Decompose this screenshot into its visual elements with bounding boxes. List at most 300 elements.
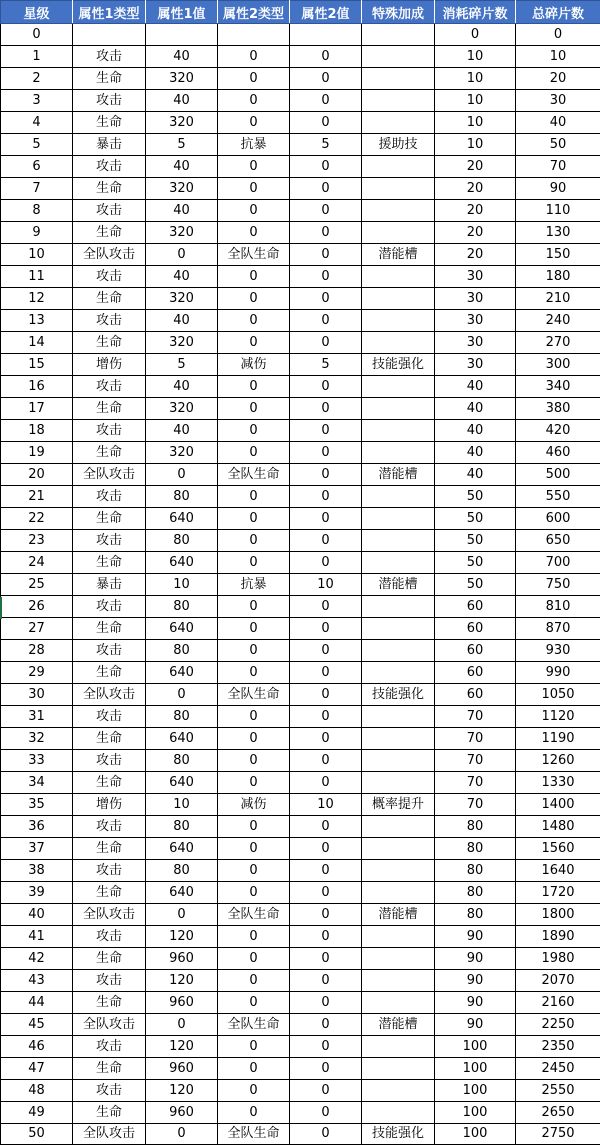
cell-fragment-cost[interactable]: 70 [435, 772, 516, 794]
cell-attr1-value[interactable]: 640 [146, 838, 218, 860]
cell-attr2-value[interactable]: 0 [290, 750, 362, 772]
cell-special-bonus[interactable] [362, 728, 435, 750]
cell-star-level[interactable]: 27 [1, 618, 73, 640]
cell-fragment-total[interactable]: 2350 [516, 1036, 600, 1058]
cell-attr1-type[interactable]: 攻击 [73, 750, 146, 772]
cell-star-level[interactable]: 39 [1, 882, 73, 904]
cell-attr1-type[interactable]: 生命 [73, 332, 146, 354]
cell-special-bonus[interactable] [362, 310, 435, 332]
cell-attr2-value[interactable]: 0 [290, 970, 362, 992]
cell-attr1-type[interactable]: 生命 [73, 112, 146, 134]
cell-special-bonus[interactable] [362, 970, 435, 992]
cell-attr2-type[interactable]: 0 [218, 310, 290, 332]
cell-star-level[interactable]: 45 [1, 1014, 73, 1036]
cell-star-level[interactable]: 34 [1, 772, 73, 794]
cell-attr1-type[interactable]: 攻击 [73, 640, 146, 662]
cell-attr2-value[interactable]: 0 [290, 464, 362, 486]
cell-fragment-total[interactable]: 810 [516, 596, 600, 618]
cell-attr2-type[interactable]: 减伤 [218, 354, 290, 376]
cell-attr2-value[interactable]: 0 [290, 992, 362, 1014]
cell-attr2-value[interactable]: 0 [290, 728, 362, 750]
cell-star-level[interactable]: 43 [1, 970, 73, 992]
cell-star-level[interactable]: 0 [1, 24, 73, 46]
cell-special-bonus[interactable] [362, 838, 435, 860]
cell-attr2-type[interactable]: 0 [218, 420, 290, 442]
cell-fragment-total[interactable]: 990 [516, 662, 600, 684]
cell-star-level[interactable]: 8 [1, 200, 73, 222]
cell-attr2-type[interactable] [218, 24, 290, 46]
cell-fragment-total[interactable]: 380 [516, 398, 600, 420]
cell-attr2-value[interactable]: 0 [290, 442, 362, 464]
cell-attr2-value[interactable]: 0 [290, 706, 362, 728]
cell-attr1-value[interactable]: 960 [146, 992, 218, 1014]
cell-attr2-value[interactable]: 0 [290, 46, 362, 68]
cell-attr2-value[interactable]: 5 [290, 134, 362, 156]
cell-fragment-cost[interactable]: 40 [435, 398, 516, 420]
cell-attr2-type[interactable]: 0 [218, 200, 290, 222]
cell-fragment-total[interactable]: 20 [516, 68, 600, 90]
cell-fragment-total[interactable]: 550 [516, 486, 600, 508]
cell-special-bonus[interactable] [362, 24, 435, 46]
cell-attr2-value[interactable]: 0 [290, 68, 362, 90]
cell-attr1-type[interactable]: 攻击 [73, 1036, 146, 1058]
cell-attr2-type[interactable]: 0 [218, 618, 290, 640]
cell-fragment-total[interactable]: 1190 [516, 728, 600, 750]
cell-attr1-type[interactable]: 攻击 [73, 926, 146, 948]
cell-attr2-type[interactable]: 0 [218, 442, 290, 464]
cell-attr2-type[interactable]: 0 [218, 750, 290, 772]
cell-attr2-type[interactable]: 0 [218, 706, 290, 728]
cell-fragment-total[interactable]: 110 [516, 200, 600, 222]
cell-attr1-value[interactable]: 120 [146, 926, 218, 948]
cell-special-bonus[interactable] [362, 750, 435, 772]
cell-attr2-value[interactable]: 0 [290, 882, 362, 904]
cell-attr2-value[interactable]: 0 [290, 1102, 362, 1124]
cell-star-level[interactable]: 17 [1, 398, 73, 420]
cell-fragment-cost[interactable]: 40 [435, 376, 516, 398]
cell-fragment-cost[interactable]: 80 [435, 816, 516, 838]
cell-attr1-value[interactable]: 640 [146, 772, 218, 794]
cell-attr2-type[interactable]: 0 [218, 1058, 290, 1080]
cell-star-level[interactable]: 1 [1, 46, 73, 68]
cell-special-bonus[interactable] [362, 1058, 435, 1080]
cell-attr2-type[interactable]: 0 [218, 838, 290, 860]
cell-special-bonus[interactable] [362, 772, 435, 794]
cell-special-bonus[interactable] [362, 706, 435, 728]
cell-attr1-type[interactable]: 全队攻击 [73, 1124, 146, 1145]
cell-attr2-type[interactable]: 0 [218, 662, 290, 684]
cell-attr1-type[interactable]: 攻击 [73, 1080, 146, 1102]
cell-fragment-cost[interactable]: 60 [435, 640, 516, 662]
cell-attr1-type[interactable]: 攻击 [73, 706, 146, 728]
cell-fragment-cost[interactable]: 90 [435, 926, 516, 948]
cell-star-level[interactable]: 14 [1, 332, 73, 354]
cell-fragment-cost[interactable]: 20 [435, 178, 516, 200]
cell-star-level[interactable]: 48 [1, 1080, 73, 1102]
cell-fragment-cost[interactable]: 20 [435, 222, 516, 244]
cell-fragment-cost[interactable]: 50 [435, 486, 516, 508]
cell-attr2-type[interactable]: 0 [218, 266, 290, 288]
cell-fragment-cost[interactable]: 100 [435, 1124, 516, 1145]
cell-star-level[interactable]: 10 [1, 244, 73, 266]
cell-attr1-type[interactable]: 生命 [73, 662, 146, 684]
cell-fragment-total[interactable]: 2160 [516, 992, 600, 1014]
cell-attr2-value[interactable]: 0 [290, 112, 362, 134]
cell-attr1-value[interactable]: 0 [146, 1124, 218, 1145]
cell-attr1-value[interactable]: 80 [146, 640, 218, 662]
cell-attr1-type[interactable]: 攻击 [73, 310, 146, 332]
cell-fragment-cost[interactable]: 100 [435, 1058, 516, 1080]
cell-fragment-total[interactable]: 2650 [516, 1102, 600, 1124]
cell-attr2-value[interactable]: 0 [290, 222, 362, 244]
cell-attr1-type[interactable]: 生命 [73, 442, 146, 464]
cell-fragment-cost[interactable]: 40 [435, 442, 516, 464]
cell-star-level[interactable]: 42 [1, 948, 73, 970]
cell-attr2-value[interactable]: 0 [290, 926, 362, 948]
cell-star-level[interactable]: 36 [1, 816, 73, 838]
cell-attr1-value[interactable] [146, 24, 218, 46]
cell-fragment-total[interactable]: 750 [516, 574, 600, 596]
cell-attr2-value[interactable]: 0 [290, 684, 362, 706]
cell-fragment-cost[interactable]: 70 [435, 794, 516, 816]
cell-attr2-type[interactable]: 0 [218, 68, 290, 90]
cell-special-bonus[interactable] [362, 442, 435, 464]
cell-attr1-value[interactable]: 960 [146, 948, 218, 970]
cell-attr2-value[interactable]: 0 [290, 1080, 362, 1102]
cell-attr2-type[interactable]: 0 [218, 222, 290, 244]
cell-special-bonus[interactable] [362, 420, 435, 442]
cell-attr1-type[interactable]: 生命 [73, 508, 146, 530]
cell-attr1-type[interactable]: 生命 [73, 68, 146, 90]
cell-special-bonus[interactable] [362, 816, 435, 838]
cell-star-level[interactable]: 4 [1, 112, 73, 134]
cell-attr1-value[interactable]: 120 [146, 1036, 218, 1058]
cell-special-bonus[interactable]: 技能强化 [362, 354, 435, 376]
cell-fragment-total[interactable]: 1400 [516, 794, 600, 816]
cell-fragment-total[interactable]: 40 [516, 112, 600, 134]
cell-special-bonus[interactable]: 潜能槽 [362, 574, 435, 596]
cell-attr2-value[interactable]: 0 [290, 552, 362, 574]
cell-attr2-type[interactable]: 0 [218, 992, 290, 1014]
cell-fragment-total[interactable]: 1640 [516, 860, 600, 882]
cell-special-bonus[interactable]: 援助技 [362, 134, 435, 156]
cell-attr2-value[interactable]: 0 [290, 244, 362, 266]
cell-attr1-type[interactable]: 生命 [73, 552, 146, 574]
cell-fragment-total[interactable]: 130 [516, 222, 600, 244]
cell-fragment-total[interactable]: 1120 [516, 706, 600, 728]
cell-attr1-value[interactable]: 0 [146, 1014, 218, 1036]
cell-fragment-total[interactable]: 500 [516, 464, 600, 486]
cell-attr1-type[interactable]: 生命 [73, 1102, 146, 1124]
cell-fragment-total[interactable]: 1800 [516, 904, 600, 926]
cell-attr1-value[interactable]: 80 [146, 816, 218, 838]
cell-attr1-value[interactable]: 640 [146, 728, 218, 750]
cell-star-level[interactable]: 46 [1, 1036, 73, 1058]
cell-attr2-value[interactable]: 0 [290, 904, 362, 926]
cell-attr2-value[interactable]: 0 [290, 200, 362, 222]
cell-special-bonus[interactable] [362, 332, 435, 354]
cell-attr1-value[interactable]: 40 [146, 420, 218, 442]
cell-special-bonus[interactable]: 潜能槽 [362, 904, 435, 926]
cell-attr1-value[interactable]: 80 [146, 706, 218, 728]
cell-attr2-type[interactable]: 全队生命 [218, 1124, 290, 1145]
cell-fragment-cost[interactable]: 50 [435, 508, 516, 530]
cell-attr1-value[interactable]: 640 [146, 882, 218, 904]
cell-fragment-total[interactable]: 870 [516, 618, 600, 640]
cell-attr1-value[interactable]: 320 [146, 222, 218, 244]
cell-special-bonus[interactable] [362, 530, 435, 552]
cell-attr1-type[interactable]: 生命 [73, 992, 146, 1014]
cell-fragment-cost[interactable]: 50 [435, 574, 516, 596]
cell-attr2-value[interactable]: 5 [290, 354, 362, 376]
cell-fragment-cost[interactable]: 80 [435, 838, 516, 860]
cell-special-bonus[interactable] [362, 552, 435, 574]
cell-fragment-cost[interactable]: 10 [435, 46, 516, 68]
cell-attr1-value[interactable]: 320 [146, 332, 218, 354]
cell-special-bonus[interactable] [362, 222, 435, 244]
cell-fragment-cost[interactable]: 20 [435, 200, 516, 222]
cell-fragment-total[interactable]: 2070 [516, 970, 600, 992]
cell-fragment-cost[interactable]: 50 [435, 552, 516, 574]
cell-fragment-total[interactable]: 930 [516, 640, 600, 662]
cell-special-bonus[interactable]: 技能强化 [362, 684, 435, 706]
cell-special-bonus[interactable] [362, 288, 435, 310]
cell-fragment-cost[interactable]: 50 [435, 530, 516, 552]
cell-attr2-type[interactable]: 0 [218, 530, 290, 552]
cell-attr2-value[interactable]: 0 [290, 310, 362, 332]
cell-attr1-value[interactable]: 960 [146, 1058, 218, 1080]
cell-attr1-value[interactable]: 40 [146, 46, 218, 68]
cell-attr2-value[interactable]: 0 [290, 1058, 362, 1080]
cell-special-bonus[interactable]: 潜能槽 [362, 1014, 435, 1036]
cell-star-level[interactable]: 7 [1, 178, 73, 200]
cell-attr2-value[interactable] [290, 24, 362, 46]
cell-attr1-type[interactable]: 生命 [73, 178, 146, 200]
cell-attr1-value[interactable]: 320 [146, 112, 218, 134]
cell-fragment-cost[interactable]: 10 [435, 68, 516, 90]
cell-fragment-total[interactable]: 600 [516, 508, 600, 530]
cell-attr1-type[interactable]: 生命 [73, 288, 146, 310]
cell-fragment-cost[interactable]: 80 [435, 904, 516, 926]
cell-star-level[interactable]: 25 [1, 574, 73, 596]
cell-attr2-value[interactable]: 0 [290, 420, 362, 442]
cell-attr1-value[interactable]: 10 [146, 794, 218, 816]
cell-attr1-value[interactable]: 0 [146, 684, 218, 706]
cell-attr1-type[interactable]: 生命 [73, 772, 146, 794]
cell-attr1-type[interactable]: 生命 [73, 948, 146, 970]
cell-attr2-type[interactable]: 0 [218, 860, 290, 882]
cell-special-bonus[interactable] [362, 46, 435, 68]
cell-attr1-type[interactable]: 攻击 [73, 376, 146, 398]
cell-attr1-type[interactable]: 全队攻击 [73, 464, 146, 486]
cell-fragment-cost[interactable]: 80 [435, 860, 516, 882]
header-star-level[interactable]: 星级 [1, 1, 73, 24]
cell-attr1-value[interactable]: 120 [146, 970, 218, 992]
cell-attr1-type[interactable]: 生命 [73, 222, 146, 244]
cell-attr2-value[interactable]: 0 [290, 838, 362, 860]
cell-fragment-cost[interactable]: 10 [435, 134, 516, 156]
cell-attr2-value[interactable]: 10 [290, 794, 362, 816]
cell-attr2-type[interactable]: 0 [218, 640, 290, 662]
header-fragment-cost[interactable]: 消耗碎片数 [435, 1, 516, 24]
cell-special-bonus[interactable] [362, 1080, 435, 1102]
cell-attr2-type[interactable]: 0 [218, 288, 290, 310]
cell-special-bonus[interactable] [362, 486, 435, 508]
cell-attr1-value[interactable]: 0 [146, 904, 218, 926]
cell-attr1-value[interactable]: 640 [146, 508, 218, 530]
cell-attr1-type[interactable]: 生命 [73, 398, 146, 420]
cell-star-level[interactable]: 26 [1, 596, 73, 618]
cell-fragment-cost[interactable]: 40 [435, 464, 516, 486]
cell-star-level[interactable]: 2 [1, 68, 73, 90]
cell-star-level[interactable]: 40 [1, 904, 73, 926]
cell-special-bonus[interactable] [362, 926, 435, 948]
cell-fragment-cost[interactable]: 30 [435, 288, 516, 310]
cell-star-level[interactable]: 49 [1, 1102, 73, 1124]
cell-attr1-type[interactable]: 全队攻击 [73, 904, 146, 926]
cell-fragment-cost[interactable]: 90 [435, 992, 516, 1014]
cell-special-bonus[interactable] [362, 376, 435, 398]
cell-attr2-type[interactable]: 0 [218, 1080, 290, 1102]
cell-attr2-type[interactable]: 全队生命 [218, 1014, 290, 1036]
cell-attr2-type[interactable]: 0 [218, 398, 290, 420]
cell-star-level[interactable]: 13 [1, 310, 73, 332]
cell-attr2-type[interactable]: 0 [218, 508, 290, 530]
cell-star-level[interactable]: 24 [1, 552, 73, 574]
cell-attr2-type[interactable]: 0 [218, 772, 290, 794]
cell-special-bonus[interactable]: 技能强化 [362, 1124, 435, 1145]
cell-fragment-total[interactable]: 210 [516, 288, 600, 310]
cell-fragment-cost[interactable]: 100 [435, 1036, 516, 1058]
cell-attr1-value[interactable]: 40 [146, 376, 218, 398]
cell-attr1-type[interactable]: 全队攻击 [73, 244, 146, 266]
cell-fragment-cost[interactable]: 90 [435, 970, 516, 992]
cell-star-level[interactable]: 16 [1, 376, 73, 398]
cell-attr2-type[interactable]: 0 [218, 178, 290, 200]
cell-attr1-type[interactable]: 增伤 [73, 794, 146, 816]
cell-attr1-type[interactable]: 攻击 [73, 46, 146, 68]
cell-star-level[interactable]: 50 [1, 1124, 73, 1145]
cell-fragment-cost[interactable]: 80 [435, 882, 516, 904]
cell-attr2-value[interactable]: 0 [290, 288, 362, 310]
cell-fragment-total[interactable]: 30 [516, 90, 600, 112]
cell-fragment-cost[interactable]: 70 [435, 728, 516, 750]
cell-attr2-type[interactable]: 0 [218, 486, 290, 508]
cell-attr2-type[interactable]: 全队生命 [218, 684, 290, 706]
cell-fragment-cost[interactable]: 20 [435, 244, 516, 266]
cell-attr2-value[interactable]: 0 [290, 618, 362, 640]
cell-attr1-value[interactable]: 640 [146, 618, 218, 640]
cell-special-bonus[interactable] [362, 508, 435, 530]
cell-attr1-value[interactable]: 5 [146, 134, 218, 156]
cell-attr1-type[interactable]: 攻击 [73, 156, 146, 178]
cell-attr2-type[interactable]: 0 [218, 816, 290, 838]
cell-attr2-value[interactable]: 0 [290, 596, 362, 618]
cell-attr1-value[interactable]: 80 [146, 750, 218, 772]
cell-fragment-cost[interactable]: 60 [435, 684, 516, 706]
cell-special-bonus[interactable] [362, 948, 435, 970]
cell-star-level[interactable]: 44 [1, 992, 73, 1014]
cell-fragment-total[interactable]: 2450 [516, 1058, 600, 1080]
cell-attr1-type[interactable]: 生命 [73, 618, 146, 640]
cell-attr2-type[interactable]: 0 [218, 1102, 290, 1124]
cell-attr2-value[interactable]: 0 [290, 178, 362, 200]
cell-special-bonus[interactable] [362, 266, 435, 288]
cell-special-bonus[interactable] [362, 200, 435, 222]
cell-star-level[interactable]: 41 [1, 926, 73, 948]
cell-star-level[interactable]: 33 [1, 750, 73, 772]
cell-attr1-value[interactable]: 40 [146, 156, 218, 178]
cell-attr1-type[interactable]: 生命 [73, 882, 146, 904]
cell-attr1-type[interactable]: 生命 [73, 838, 146, 860]
cell-attr1-value[interactable]: 0 [146, 244, 218, 266]
cell-special-bonus[interactable] [362, 618, 435, 640]
cell-fragment-total[interactable]: 460 [516, 442, 600, 464]
cell-attr1-type[interactable]: 暴击 [73, 574, 146, 596]
cell-fragment-total[interactable]: 1480 [516, 816, 600, 838]
cell-fragment-cost[interactable]: 30 [435, 354, 516, 376]
cell-attr1-type[interactable]: 攻击 [73, 970, 146, 992]
cell-attr1-value[interactable]: 320 [146, 68, 218, 90]
cell-fragment-total[interactable]: 1050 [516, 684, 600, 706]
cell-attr1-value[interactable]: 640 [146, 662, 218, 684]
cell-special-bonus[interactable] [362, 860, 435, 882]
cell-attr2-type[interactable]: 减伤 [218, 794, 290, 816]
cell-attr2-value[interactable]: 0 [290, 1036, 362, 1058]
cell-fragment-total[interactable]: 420 [516, 420, 600, 442]
cell-star-level[interactable]: 15 [1, 354, 73, 376]
cell-attr2-type[interactable]: 0 [218, 90, 290, 112]
cell-fragment-cost[interactable]: 60 [435, 596, 516, 618]
cell-attr2-value[interactable]: 0 [290, 860, 362, 882]
cell-attr1-value[interactable]: 40 [146, 266, 218, 288]
cell-fragment-cost[interactable]: 90 [435, 1014, 516, 1036]
cell-fragment-total[interactable]: 50 [516, 134, 600, 156]
cell-attr2-type[interactable]: 全队生命 [218, 244, 290, 266]
cell-fragment-total[interactable]: 2550 [516, 1080, 600, 1102]
cell-fragment-total[interactable]: 1980 [516, 948, 600, 970]
cell-special-bonus[interactable] [362, 68, 435, 90]
cell-special-bonus[interactable] [362, 156, 435, 178]
cell-fragment-total[interactable]: 1260 [516, 750, 600, 772]
cell-fragment-cost[interactable]: 10 [435, 112, 516, 134]
cell-fragment-total[interactable]: 150 [516, 244, 600, 266]
header-attr2-type[interactable]: 属性2类型 [218, 1, 290, 24]
cell-attr2-value[interactable]: 0 [290, 662, 362, 684]
cell-fragment-total[interactable]: 2250 [516, 1014, 600, 1036]
cell-special-bonus[interactable] [362, 1036, 435, 1058]
cell-attr2-type[interactable]: 0 [218, 926, 290, 948]
cell-attr2-type[interactable]: 0 [218, 332, 290, 354]
cell-attr1-type[interactable]: 攻击 [73, 90, 146, 112]
cell-fragment-total[interactable]: 1890 [516, 926, 600, 948]
cell-star-level[interactable]: 19 [1, 442, 73, 464]
cell-star-level[interactable]: 21 [1, 486, 73, 508]
cell-attr1-value[interactable]: 40 [146, 310, 218, 332]
cell-attr1-value[interactable]: 40 [146, 90, 218, 112]
cell-attr2-type[interactable]: 抗暴 [218, 574, 290, 596]
cell-attr2-type[interactable]: 0 [218, 596, 290, 618]
cell-star-level[interactable]: 31 [1, 706, 73, 728]
cell-special-bonus[interactable]: 潜能槽 [362, 244, 435, 266]
cell-attr2-value[interactable]: 0 [290, 816, 362, 838]
cell-attr1-type[interactable]: 全队攻击 [73, 684, 146, 706]
cell-attr2-type[interactable]: 全队生命 [218, 904, 290, 926]
cell-attr1-type[interactable]: 攻击 [73, 530, 146, 552]
cell-fragment-total[interactable]: 180 [516, 266, 600, 288]
cell-attr1-value[interactable]: 320 [146, 398, 218, 420]
cell-attr2-value[interactable]: 0 [290, 772, 362, 794]
